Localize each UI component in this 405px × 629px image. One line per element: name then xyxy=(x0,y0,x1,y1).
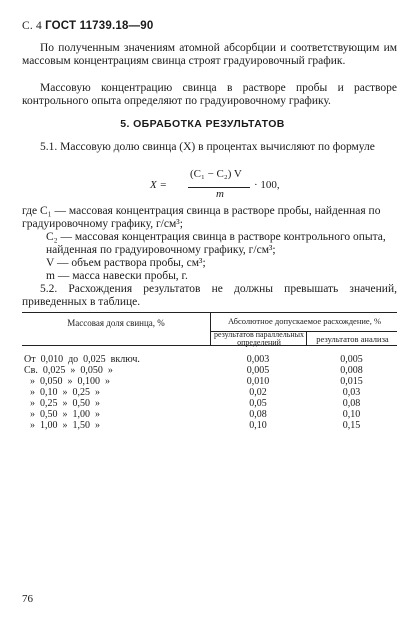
table-row-range: » 1,00 » 1,50 » xyxy=(30,420,100,431)
formula-denominator: m xyxy=(216,188,224,200)
table-row-analysis: 0,03 xyxy=(342,387,361,398)
definition-v: V — объем раствора пробы, см³; xyxy=(46,257,206,269)
table-header-rule xyxy=(22,345,397,346)
table-row-range: Св. 0,025 » 0,050 » xyxy=(24,365,113,376)
definition-m: m — масса навески пробы, г. xyxy=(46,270,188,282)
col-header-parallel: результатов параллельных определений xyxy=(213,330,304,347)
table-row-range: » 0,25 » 0,50 » xyxy=(30,398,100,409)
formula xyxy=(0,168,405,202)
table-col-divider-2 xyxy=(306,331,307,345)
page-number: 76 xyxy=(22,593,33,605)
fraction-bar xyxy=(188,187,250,188)
col-header-analysis: результатов анализа xyxy=(316,334,389,344)
table-row-range: » 0,10 » 0,25 » xyxy=(30,387,100,398)
table-row-analysis: 0,08 xyxy=(342,398,361,409)
table-col-divider-1 xyxy=(210,312,211,345)
section-heading: 5. ОБРАБОТКА РЕЗУЛЬТАТОВ xyxy=(120,118,285,130)
formula-tail: · 100, xyxy=(254,179,280,191)
table-row-range: » 0,050 » 0,100 » xyxy=(30,376,110,387)
table-row-parallel: 0,10 xyxy=(249,420,267,431)
paragraph-concentration: Массовую концентрацию свинца в растворе пробы и растворе контрольного опыта определяют по градуировочному графику. xyxy=(22,82,397,108)
definition-c2: C₂ — массовая концентрация свинца в растворе контрольного опыта, найденная по градуировочному графику, г/см³; xyxy=(46,231,386,257)
standard-number: ГОСТ 11739.18—90 xyxy=(45,20,154,32)
table-row-parallel: 0,05 xyxy=(249,398,267,409)
table-row-analysis: 0,10 xyxy=(342,409,361,420)
page-label: С. 4 xyxy=(22,20,42,32)
clause-5-1: 5.1. Массовую долю свинца (X) в процентах вычисляют по формуле xyxy=(40,141,375,153)
table-row-analysis: 0,015 xyxy=(340,376,363,387)
table-row-parallel: 0,02 xyxy=(249,387,267,398)
definition-c1: где C₁ — массовая концентрация свинца в растворе пробы, найденная по градуировочному графику, г/см³; xyxy=(22,205,381,231)
table-row-parallel: 0,005 xyxy=(246,365,270,376)
running-header xyxy=(22,20,153,32)
col-header-mass-fraction: Массовая доля свинца, % xyxy=(67,318,165,328)
formula-lhs: X = xyxy=(150,179,167,191)
paragraph-calibration-graph: По полученным значениям атомной абсорбции и соответствующим им массовым концентрациям свинца строят градуировочный график. xyxy=(22,42,397,68)
table-row-analysis: 0,008 xyxy=(340,365,363,376)
col-header-group: Абсолютное допускаемое расхождение, % xyxy=(227,316,382,326)
table-row-parallel: 0,010 xyxy=(246,376,270,387)
table-row-analysis: 0,15 xyxy=(342,420,361,431)
table-row-analysis: 0,005 xyxy=(340,354,363,365)
clause-5-2: 5.2. Расхождения результатов не должны превышать значений, приведенных в таблице. xyxy=(22,283,397,309)
formula-numerator: (C₁ − C₂) V xyxy=(190,168,242,180)
table-row-parallel: 0,003 xyxy=(246,354,270,365)
table-row-parallel: 0,08 xyxy=(249,409,267,420)
table-row-range: » 0,50 » 1,00 » xyxy=(30,409,100,420)
table-row-range: От 0,010 до 0,025 включ. xyxy=(24,354,140,365)
